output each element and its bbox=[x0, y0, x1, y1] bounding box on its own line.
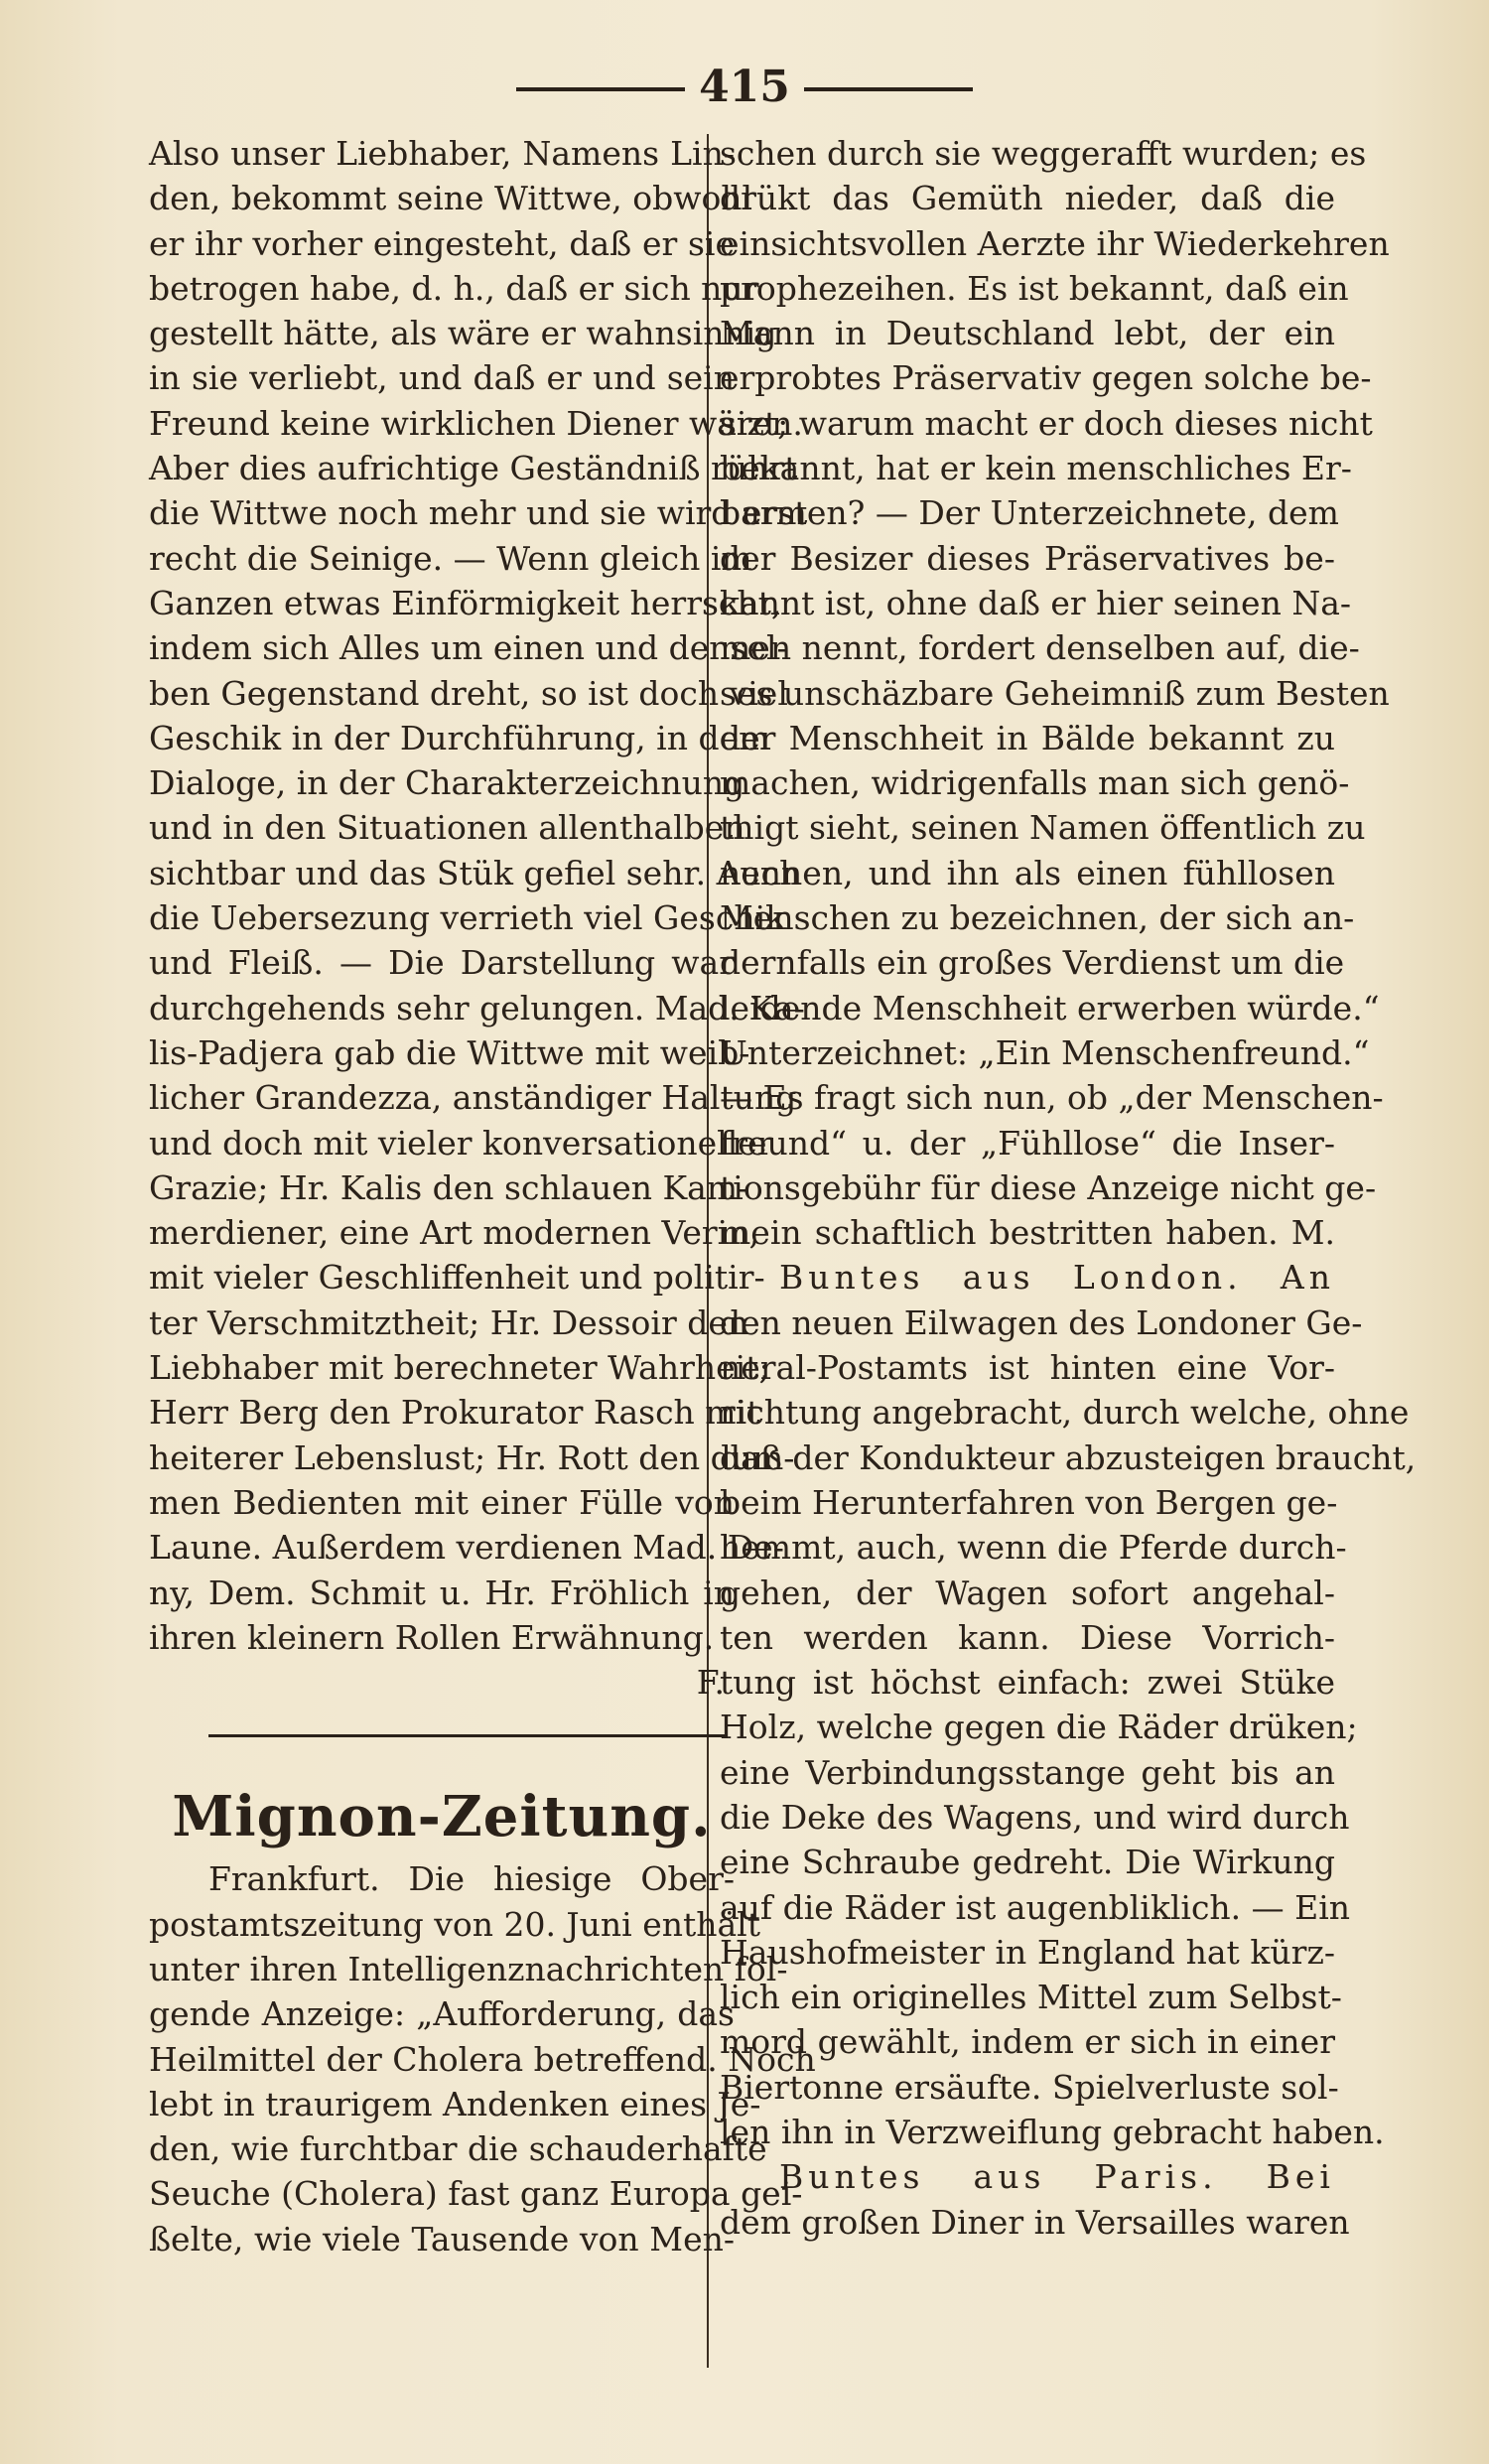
text-line: barmen? — Der Unterzeichnete, dem bbox=[720, 493, 1339, 533]
text-line: licher Grandezza, anständiger Haltung bbox=[149, 1078, 797, 1118]
text-line: beim Herunterfahren von Bergen ge- bbox=[720, 1482, 1338, 1522]
text-line: Geschik in der Durchführung, in dem bbox=[149, 718, 770, 757]
text-line: den, bekommt seine Wittwe, obwohl bbox=[149, 179, 753, 218]
text-line: Menschen zu bezeichnen, der sich an- bbox=[720, 898, 1355, 938]
text-line: lich ein originelles Mittel zum Selbst- bbox=[720, 1978, 1342, 2017]
text-line: tung ist höchst einfach: zwei Stüke bbox=[720, 1663, 1335, 1703]
text-line: mit vieler Geschliffenheit und politir- bbox=[149, 1258, 765, 1298]
text-line: Dialoge, in der Charakterzeichnung bbox=[149, 763, 745, 803]
text-line: den neuen Eilwagen des Londoner Ge- bbox=[720, 1302, 1363, 1342]
text-line: leidende Menschheit erwerben würde.“ bbox=[720, 988, 1380, 1027]
left-column bbox=[149, 131, 816, 2261]
text-line: mein schaftlich bestritten haben. M. bbox=[720, 1213, 1335, 1253]
text-line: gehen, der Wagen sofort angehal- bbox=[720, 1573, 1335, 1612]
text-line: die Deke des Wagens, und wird durch bbox=[720, 1797, 1350, 1837]
text-line: sichtbar und das Stük gefiel sehr. Auch bbox=[149, 853, 801, 892]
text-line: kannt ist, ohne daß er hier seinen Na- bbox=[720, 583, 1352, 622]
text-line: mord gewählt, indem er sich in einer bbox=[720, 2022, 1335, 2062]
paris-news bbox=[720, 2154, 1350, 2245]
text-line: Haushofmeister in England hat kürz- bbox=[720, 1932, 1335, 1972]
text-line: Biertonne ersäufte. Spielverluste sol- bbox=[720, 2067, 1339, 2107]
text-line: Freund keine wirklichen Diener wären. bbox=[149, 403, 803, 443]
page-header bbox=[516, 58, 973, 117]
text-line: freund“ u. der „Fühllose“ die Inser- bbox=[720, 1123, 1335, 1163]
text-line: daß der Kondukteur abzusteigen braucht, bbox=[720, 1437, 1417, 1477]
text-line: Aber dies aufrichtige Geständniß rührt bbox=[149, 449, 798, 488]
text-line: in sie verliebt, und daß er und sein bbox=[149, 358, 735, 398]
text-line: Also unser Liebhaber, Namens Lin- bbox=[149, 134, 735, 173]
text-line: Mann in Deutschland lebt, der ein bbox=[720, 314, 1335, 353]
text-line: Herr Berg den Prokurator Rasch mit bbox=[149, 1393, 760, 1433]
text-line: ny, Dem. Schmit u. Hr. Fröhlich in bbox=[149, 1573, 735, 1612]
text-line: ses unschäzbare Geheimniß zum Besten bbox=[720, 673, 1390, 713]
text-line: eine Verbindungsstange geht bis an bbox=[720, 1752, 1335, 1792]
text-line: Buntes aus London. An bbox=[779, 1258, 1335, 1298]
section-title: Mignon-Zeitung. bbox=[172, 1784, 712, 1850]
text-line: men Bedienten mit einer Fülle von bbox=[149, 1482, 735, 1522]
text-line: Unterzeichnet: „Ein Menschenfreund.“ bbox=[720, 1032, 1370, 1072]
text-line: machen, widrigenfalls man sich genö- bbox=[720, 763, 1350, 803]
text-line: tionsgebühr für diese Anzeige nicht ge- bbox=[720, 1167, 1377, 1207]
text-line: thigt sieht, seinen Namen öffentlich zu bbox=[720, 808, 1366, 848]
text-line: merdiener, eine Art modernen Verin, bbox=[149, 1213, 759, 1253]
text-line: erprobtes Präservativ gegen solche be- bbox=[720, 358, 1372, 398]
right-column bbox=[720, 131, 1417, 2245]
text-line: drükt das Gemüth nieder, daß die bbox=[720, 179, 1335, 218]
text-line: eine Schraube gedreht. Die Wirkung bbox=[720, 1843, 1335, 1882]
text-line: ßelte, wie viele Tausende von Men- bbox=[149, 2219, 735, 2259]
text-line: gestellt hätte, als wäre er wahnsinnig bbox=[149, 314, 777, 353]
text-line: Heilmittel der Cholera betreffend. Noch bbox=[149, 2039, 816, 2079]
text-line: ihren kleinern Rollen Erwähnung. bbox=[149, 1617, 715, 1657]
text-line: Buntes aus Paris. Bei bbox=[779, 2157, 1335, 2197]
text-line: Ganzen etwas Einförmigkeit herrscht, bbox=[149, 583, 782, 622]
text-line: schen durch sie weggerafft wurden; es bbox=[720, 134, 1367, 173]
text-line: Liebhaber mit berechneter Wahrheit; bbox=[149, 1348, 770, 1388]
text-line: durchgehends sehr gelungen. Mad. Ka- bbox=[149, 988, 805, 1027]
text-line: gende Anzeige: „Aufforderung, das bbox=[149, 1994, 735, 2034]
mignon-section bbox=[149, 1856, 816, 2261]
text-line: men nennt, fordert denselben auf, die- bbox=[720, 628, 1360, 668]
text-line: Frankfurt. Die hiesige Ober- bbox=[208, 1859, 735, 1899]
section-rule bbox=[208, 1734, 725, 1737]
text-line: ben Gegenstand dreht, so ist doch viel bbox=[149, 673, 788, 713]
text-line: auf die Räder ist augenbliklich. — Ein bbox=[720, 1887, 1351, 1927]
cholera-notice bbox=[720, 131, 1390, 1255]
text-line: dernfalls ein großes Verdienst um die bbox=[720, 943, 1345, 983]
text-line: sizt; warum macht er doch dieses nicht bbox=[720, 403, 1373, 443]
text-line: der Besizer dieses Präservatives be- bbox=[720, 538, 1335, 578]
text-line: er ihr vorher eingesteht, daß er sie bbox=[149, 223, 735, 263]
text-line: recht die Seinige. — Wenn gleich im bbox=[149, 538, 752, 578]
text-line: Seuche (Cholera) fast ganz Europa gei- bbox=[149, 2174, 803, 2214]
theatre-review bbox=[149, 131, 808, 1705]
text-line: postamtszeitung von 20. Juni enthält bbox=[149, 1904, 760, 1944]
text-line: und doch mit vieler konversationeller bbox=[149, 1123, 773, 1163]
text-line: den, wie furchtbar die schauderhafte bbox=[149, 2129, 767, 2169]
header-rule-left bbox=[516, 87, 685, 91]
text-line: Laune. Außerdem verdienen Mad. De- bbox=[149, 1528, 784, 1568]
text-line: unter ihren Intelligenznachrichten fol- bbox=[149, 1949, 788, 1988]
text-line: die Uebersezung verrieth viel Geschik bbox=[149, 898, 786, 938]
text-line: len ihn in Verzweiflung gebracht haben. bbox=[720, 2113, 1385, 2152]
text-line: die Wittwe noch mehr und sie wird erst bbox=[149, 493, 808, 533]
text-line: bekannt, hat er kein menschliches Er- bbox=[720, 449, 1352, 488]
text-line: Grazie; Hr. Kalis den schlauen Kam- bbox=[149, 1167, 749, 1207]
text-line: lis-Padjera gab die Wittwe mit weib- bbox=[149, 1032, 750, 1072]
text-line: ten werden kann. Diese Vorrich- bbox=[720, 1617, 1335, 1657]
text-line: heiterer Lebenslust; Hr. Rott den dum- bbox=[149, 1437, 795, 1477]
text-line: prophezeihen. Es ist bekannt, daß ein bbox=[720, 268, 1349, 308]
text-line: und Fleiß. — Die Darstellung war bbox=[149, 943, 735, 983]
text-line: — Es fragt sich nun, ob „der Menschen- bbox=[720, 1078, 1384, 1118]
text-line: betrogen habe, d. h., daß er sich nur bbox=[149, 268, 759, 308]
text-line: nennen, und ihn als einen fühllosen bbox=[720, 853, 1335, 892]
text-line: neral-Postamts ist hinten eine Vor- bbox=[720, 1348, 1335, 1388]
text-line: lebt in traurigem Andenken eines Je- bbox=[149, 2084, 761, 2123]
text-line: indem sich Alles um einen und densel- bbox=[149, 628, 788, 668]
text-line: einsichtsvollen Aerzte ihr Wiederkehren bbox=[720, 223, 1390, 263]
text-line: der Menschheit in Bälde bekannt zu bbox=[720, 718, 1335, 757]
page-number: 415 bbox=[699, 62, 790, 112]
text-line: ter Verschmitztheit; Hr. Dessoir den bbox=[149, 1302, 749, 1342]
text-line: richtung angebracht, durch welche, ohne bbox=[720, 1393, 1410, 1433]
london-news bbox=[720, 1255, 1417, 2154]
text-line: dem großen Diner in Versailles waren bbox=[720, 2202, 1350, 2242]
text-line: und in den Situationen allenthalben bbox=[149, 808, 745, 848]
review-signature: F. bbox=[696, 1663, 725, 1703]
text-line: Holz, welche gegen die Räder drüken; bbox=[720, 1708, 1358, 1747]
text-line: hemmt, auch, wenn die Pferde durch- bbox=[720, 1528, 1347, 1568]
header-rule-right bbox=[804, 87, 973, 91]
